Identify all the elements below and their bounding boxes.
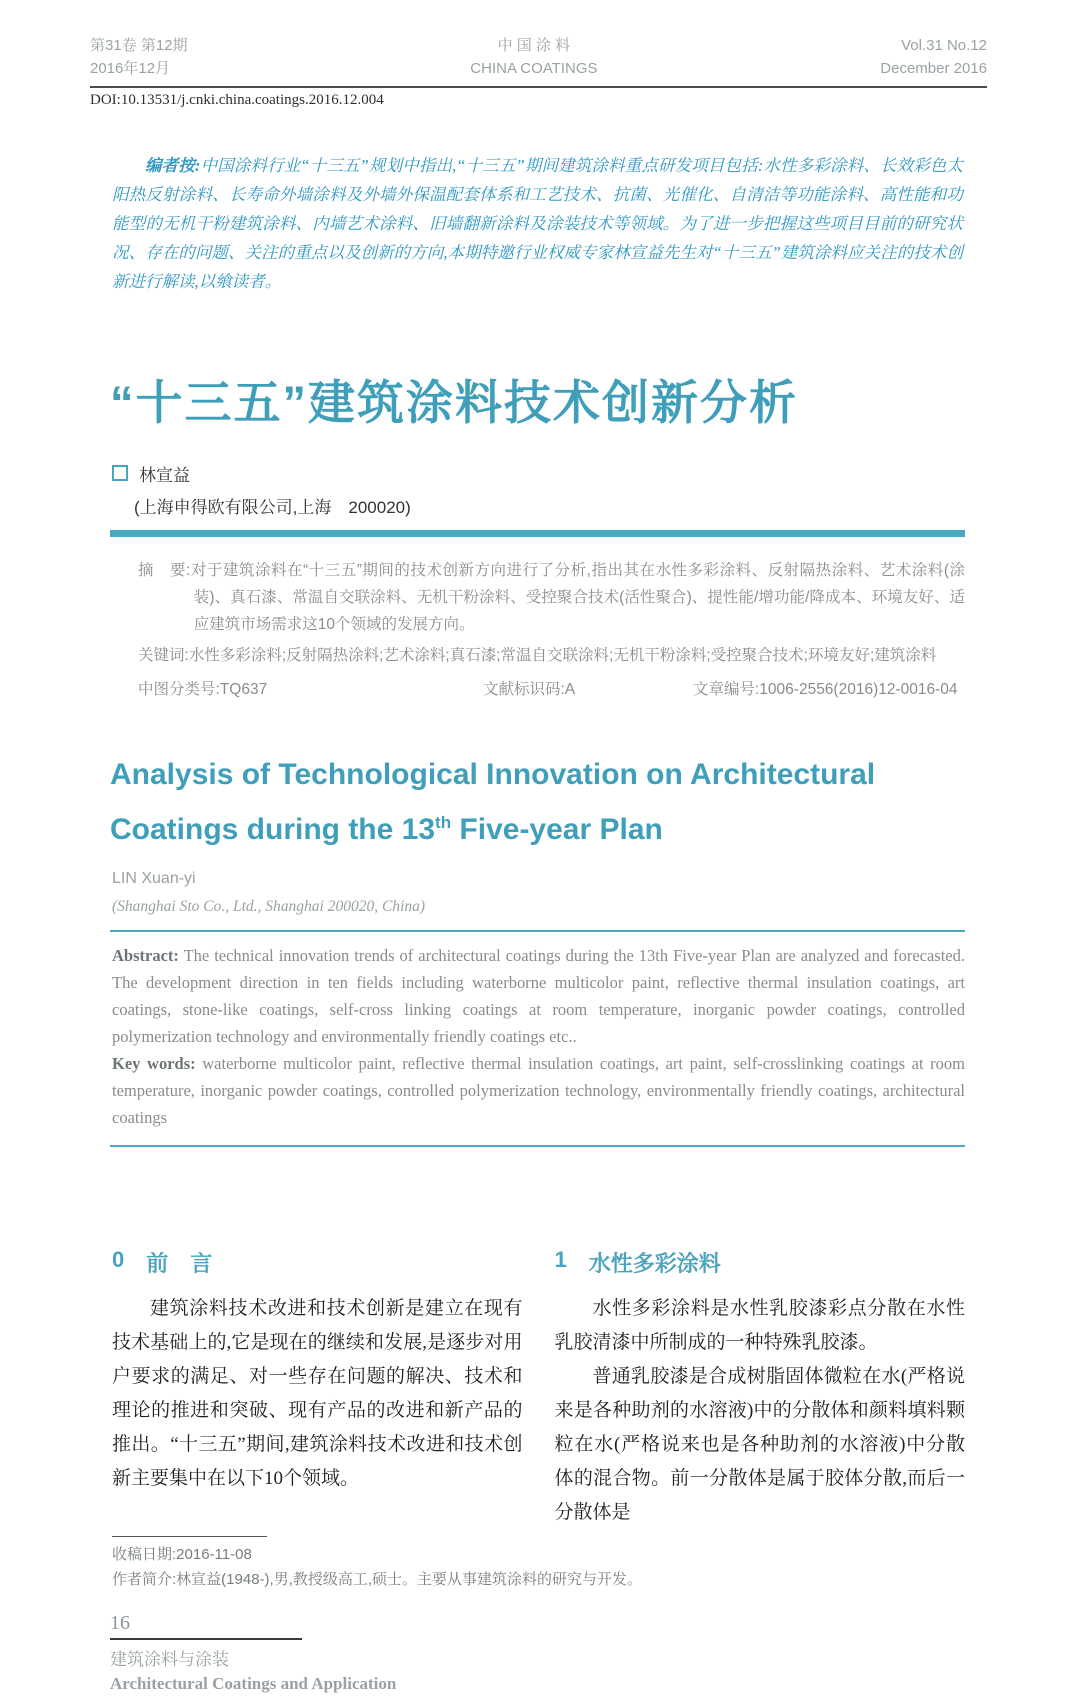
body-paragraph: 水性多彩涂料是水性乳胶漆彩点分散在水性乳胶清漆中所制成的一种特殊乳胶漆。 — [554, 1297, 965, 1353]
section-heading-0 — [112, 1247, 523, 1278]
keywords-label-cn: 关键词: — [138, 646, 189, 664]
section-heading-1 — [555, 1247, 966, 1278]
article-title-en — [110, 751, 965, 854]
body-paragraph: 建筑涂料技术改进和技术创新是建立在现有技术基础上的,它是现在的继续和发展,是逐步对用户要求的满足、对一些存在问题的解决、技术和理论的推进和突破、现有产品的改进和新产品的推出。“十三五”期间,建筑涂料技术改进和技术创新主要集中在以下10个领域。 — [112, 1297, 523, 1489]
author-name-cn: 林宣益 — [139, 465, 190, 485]
page-footer — [110, 1612, 965, 1696]
divider-bar — [110, 530, 965, 537]
article-title-en-line2 — [110, 799, 965, 854]
editor-note — [112, 151, 963, 296]
page-number: 16 — [110, 1611, 130, 1634]
body-column-right — [555, 1247, 966, 1530]
abstract-label-cn: 摘 要: — [138, 561, 191, 579]
footer-column-cn: 建筑涂料与涂装 — [110, 1649, 229, 1669]
article-title-en-line1: Analysis of Technological Innovation on Architectural — [110, 757, 876, 791]
author-marker-icon — [112, 465, 128, 481]
abstract-text-en: The technical innovation trends of architectural coatings during the 13th Five-year Plan are analyzed and forecasted. The development direction in ten fields including waterborne multicolor paint, reflective thermal insulation coatings, art coatings, stone-like coatings, self-cross linking coatings at room temperature, inorganic powder coatings, controlled polymerization technology and environmentally friendly coatings etc.. — [112, 945, 965, 1046]
journal-name-cn: 中 国 涂 料 — [497, 37, 571, 54]
author-row — [112, 461, 965, 486]
footnote-rule — [112, 1536, 267, 1537]
article-title-en-line2-post: Five-year Plan — [451, 812, 663, 846]
journal-name-en: CHINA COATINGS — [470, 60, 598, 78]
divider-rule-top — [110, 930, 965, 932]
body-columns — [112, 1247, 965, 1530]
journal-issue-en — [880, 34, 987, 81]
footnote — [112, 1536, 965, 1592]
clc-number: 中图分类号:TQ637 — [138, 680, 268, 698]
received-date: 收稿日期:2016-11-08 — [112, 1545, 252, 1563]
journal-volume-cn: 第31卷 第12期 — [90, 37, 188, 54]
author-name-en: LIN Xuan-yi — [112, 869, 196, 887]
abstract-label-en: Abstract: — [112, 945, 179, 965]
page-number-rule — [110, 1638, 302, 1640]
journal-issue-cn — [90, 34, 188, 81]
section-number-0: 0 — [112, 1246, 125, 1272]
abstract-en — [112, 942, 965, 1050]
abstract-block-en — [112, 942, 965, 1131]
author-bio: 作者简介:林宣益(1948-),男,教授级高工,硕士。主要从事建筑涂料的研究与开发。 — [112, 1570, 643, 1588]
affiliation-cn: (上海申得欧有限公司,上海 200020) — [134, 497, 411, 517]
body-column-left — [112, 1247, 523, 1530]
journal-date-en: December 2016 — [880, 60, 987, 78]
section-title-1: 水性多彩涂料 — [588, 1250, 721, 1276]
article-title-en-line2-pre: Coatings during the 13 — [110, 812, 436, 846]
section-title-0: 前 言 — [146, 1250, 213, 1276]
body-paragraph: 普通乳胶漆是合成树脂固体微粒在水(严格说来是各种助剂的水溶液)中的分散体和颜料填料颗粒在水(严格说来也是各种助剂的水溶液)中分散体的混合物。前一分散体是属于胶体分散,而后一分散体是 — [554, 1365, 965, 1523]
divider-rule-bottom — [110, 1145, 965, 1147]
doi-text: DOI:10.13531/j.cnki.china.coatings.2016.12.004 — [90, 91, 384, 108]
journal-date-cn: 2016年12月 — [90, 60, 171, 78]
document-code: 文献标识码:A — [483, 680, 576, 698]
abstract-text-cn: 对于建筑涂料在“十三五”期间的技术创新方向进行了分析,指出其在水性多彩涂料、反射隔热涂料、艺术涂料(涂装)、真石漆、常温自交联涂料、无机干粉涂料、受控聚合技术(活性聚合)、提性能/增功能/降成本、环境友好、适应建筑市场需求这10个领域的发展方向。 — [190, 561, 965, 633]
abstract-block-cn — [138, 557, 965, 669]
journal-name — [470, 34, 597, 81]
journal-page — [0, 34, 1075, 1693]
article-title-en-superscript: th — [435, 812, 452, 832]
article-number: 文章编号:1006-2556(2016)12-0016-04 — [693, 680, 958, 698]
editor-note-label: 编者按: — [145, 155, 201, 175]
affiliation-en: (Shanghai Sto Co., Ltd., Shanghai 200020, China) — [112, 897, 426, 915]
keywords-label-en: Key words: — [112, 1053, 196, 1073]
classification-row — [138, 677, 965, 699]
journal-header — [90, 34, 987, 88]
keywords-cn — [138, 642, 965, 669]
keywords-text-en: waterborne multicolor paint, reflective thermal insulation coatings, art paint, self-crosslinking coatings at room temperature, inorganic powder coatings, controlled polymerization technology, environmentally friendly coatings, architectural coatings — [112, 1053, 965, 1127]
editor-note-text: 中国涂料行业“十三五”规划中指出,“十三五”期间建筑涂料重点研发项目包括:水性多彩涂料、长效彩色太阳热反射涂料、长寿命外墙涂料及外墙外保温配套体系和工艺技术、抗菌、光催化、自清洁等功能涂料、高性能和功能型的无机干粉建筑涂料、内墙艺术涂料、旧墙翻新涂料及涂装技术等领域。为了进一步把握这些项目目前的研究状况、存在的问题、关注的重点以及创新的方向,本期特邀行业权威专家林宣益先生对“十三五”建筑涂料应关注的技术创新进行解读,以飨读者。 — [112, 155, 963, 291]
journal-volume-en: Vol.31 No.12 — [901, 37, 987, 54]
abstract-cn — [138, 557, 965, 638]
footer-column-en: Architectural Coatings and Application — [110, 1673, 397, 1693]
section-number-1: 1 — [554, 1246, 567, 1272]
article-title-cn: “十三五”建筑涂料技术创新分析 — [110, 375, 798, 429]
keywords-text-cn: 水性多彩涂料;反射隔热涂料;艺术涂料;真石漆;常温自交联涂料;无机干粉涂料;受控聚合技术;环境友好;建筑涂料 — [188, 646, 937, 664]
keywords-en — [112, 1050, 965, 1131]
